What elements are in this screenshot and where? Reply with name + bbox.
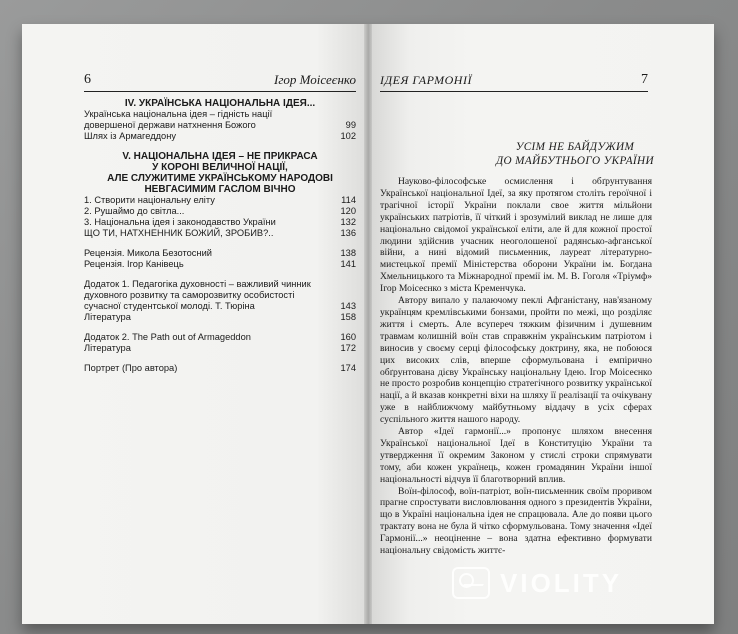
toc-page-number: 138: [340, 248, 356, 258]
toc-spacer: [84, 142, 356, 151]
right-page-header: [380, 72, 648, 90]
toc-page-number: 136: [340, 228, 356, 238]
toc-entry-line: Портрет (Про автора): [84, 363, 178, 373]
toc-page-number: 160: [340, 332, 356, 342]
toc-entry-line: 1. Створити національну еліту: [84, 195, 215, 205]
toc-entry: [84, 343, 356, 354]
toc-entry-title: [84, 312, 330, 323]
paragraph: Науково-філософське осмислення і обґрунтування Української національної Ідеї, за яку протягом століть героїчної і трагічної історії України поклали свое життя мільйони українських патріотів, її чіткий і зрозумілий виклад не лише для національно свідомої української еліти, але й для кожної простої людини здійснив учасник неоголошеної радянсько-афганської війни, а нині відомий письменник, лауреат літературно-мистецької премії Міністерства оборони України ім. Богдана Хмельницького та Міжнародної премії ім. М. В. Гоголя «Тріумф» Ігор Моісеєнко з міста Кременчука.: [380, 176, 652, 295]
toc-entry: [84, 206, 356, 217]
header-title: ІДЕЯ ГАРМОНІЇ: [380, 73, 472, 87]
toc-entry: [84, 195, 356, 206]
toc-entry: [84, 259, 356, 270]
toc-entry: [84, 363, 356, 374]
toc-entry: [84, 248, 356, 259]
paragraph: Воїн-філософ, воїн-патріот, воїн-письменник своїм проривом прагне спростувати висловлювання одного з президентів України, що в Україні національна ідея не спрацювала. Але до появи цього трактату вона не була й чітко сформульована. Тому значення «Ідеї Гармонії...» неоціненне – вона здатна ефективно формувати національну свідомість життє-: [380, 485, 652, 557]
toc-entry-line: Рецензія. Микола Безотосний: [84, 248, 212, 258]
toc-section-heading: V. НАЦІОНАЛЬНА ІДЕЯ – НЕ ПРИКРАСА: [122, 151, 318, 162]
toc-entry: [84, 228, 356, 239]
right-page: [368, 24, 714, 624]
toc-page-number: 102: [340, 131, 356, 141]
toc-entry-line: духовного розвитку та саморозвитку особистості: [84, 290, 295, 300]
article-headline: [476, 140, 674, 168]
toc-entry-title: [84, 206, 330, 217]
toc-entry-line: Шлях із Армагеддону: [84, 131, 177, 141]
header-rule: [84, 91, 356, 92]
toc-entry-line: ЩО ТИ, НАТХНЕННИК БОЖИЙ, ЗРОБИВ?..: [84, 228, 274, 238]
toc-entry-title: [84, 343, 330, 354]
toc-entry-title: [84, 259, 330, 270]
left-page: [22, 24, 368, 624]
toc-section-heading: АЛЕ СЛУЖИТИМЕ УКРАЇНСЬКОМУ НАРОДОВІ: [107, 173, 333, 184]
toc-entry: [84, 332, 356, 343]
watermark: [452, 565, 712, 601]
toc-entry-line: Додаток 1. Педагогіка духовності – важливий чинник: [84, 279, 311, 289]
toc-entry-title: [84, 109, 330, 131]
toc-entry-line: довершеної держави натхнення Божого: [84, 120, 256, 130]
toc-spacer: [84, 270, 356, 279]
right-page-number: 7: [641, 72, 648, 87]
toc-entry-line: 2. Рушаймо до світла...: [84, 206, 185, 216]
toc-page-number: 99: [345, 120, 356, 130]
left-page-header: [84, 72, 356, 90]
toc-spacer: [84, 323, 356, 332]
toc-section-heading: НЕВГАСИМИМ ГАСЛОМ ВІЧНО: [144, 184, 296, 195]
toc-entry-title: [84, 195, 330, 206]
toc-page-number: 172: [340, 343, 356, 353]
toc-entry-line: Українська національна ідея – гідність нації: [84, 109, 273, 119]
paragraph: Автор «Ідеї гармонії...» пропонує шляхом внесення Української національної Ідеї в Конституцію України та утвердження її окремим Законом у стислі строки спрямувати тому, аби кожен українець, кожен громадянин України іншої національності відчув її благотворний вплив.: [380, 426, 652, 485]
open-book: [22, 24, 714, 624]
toc-page-number: 132: [340, 217, 356, 227]
toc-page-number: 120: [340, 206, 356, 216]
toc-spacer: [84, 239, 356, 248]
toc-entry-title: [84, 363, 330, 374]
toc-entry: [84, 217, 356, 228]
header-author: Ігор Моісеєнко: [274, 72, 356, 87]
toc-entry-line: Література: [84, 343, 131, 353]
book-gutter: [364, 24, 372, 624]
toc-entry-line: Рецензія. Ігор Канівець: [84, 259, 184, 269]
toc-entry-title: [84, 228, 330, 239]
table-of-contents: [84, 98, 356, 374]
toc-entry-line: Література: [84, 312, 131, 322]
toc-entry-line: сучасної студентської молоді. Т. Тюріна: [84, 301, 255, 311]
toc-entry-title: [84, 217, 330, 228]
toc-page-number: 114: [341, 195, 356, 205]
headline-line: ДО МАЙБУТНЬОГО УКРАЇНИ: [495, 155, 655, 167]
headline-line: УСІМ НЕ БАЙДУЖИМ: [515, 141, 635, 153]
toc-entry-title: [84, 332, 330, 343]
header-rule: [380, 91, 648, 92]
toc-entry: [84, 131, 356, 142]
toc-entry-title: [84, 248, 330, 259]
toc-entry-line: Додаток 2. The Path out of Armageddon: [84, 332, 251, 342]
toc-entry-line: 3. Національна ідея і законодавство України: [84, 217, 276, 227]
article-body: [380, 176, 652, 557]
watermark-text: VIOLITY: [500, 567, 623, 598]
toc-page-number: 158: [340, 312, 356, 322]
toc-entry: [84, 312, 356, 323]
toc-section-heading: У КОРОНІ ВЕЛИЧНОЇ НАЦІЇ,: [152, 162, 288, 173]
paragraph: Автору випало у палаючому пеклі Афганістану, нав'язаному українцям кремлівськими бонзами, пройти по межі, що розділяє життя і смерть. Але всупереч тяжким фізичним і душевним травмам колишній воїн став справжнім українським патріотом і виносив у своєму серці філософську доктрину, яка, не побоюся цих високих слів, вперше сформульована і емпірично обґрунтована дієву Українську національну Ідею. Ігор Моісеєнко не просто розробив концепцію стратегічного розвитку української нації, а й вказав конкретні віхи на шляху її реалізації та очікувану уже в найближчому майбутньому віддачу в усіх сферах суспільного життя нашого народу.: [380, 295, 652, 426]
camera-icon: [452, 567, 490, 599]
toc-page-number: 141: [340, 259, 356, 269]
toc-entry: [84, 109, 356, 131]
left-page-number: 6: [84, 72, 91, 87]
toc-spacer: [84, 354, 356, 363]
toc-page-number: 143: [340, 301, 356, 311]
toc-entry-title: [84, 279, 330, 312]
toc-page-number: 174: [340, 363, 356, 373]
toc-section-heading: IV. УКРАЇНСЬКА НАЦІОНАЛЬНА ІДЕЯ...: [124, 98, 316, 109]
toc-entry-title: [84, 131, 330, 142]
toc-entry: [84, 279, 356, 312]
